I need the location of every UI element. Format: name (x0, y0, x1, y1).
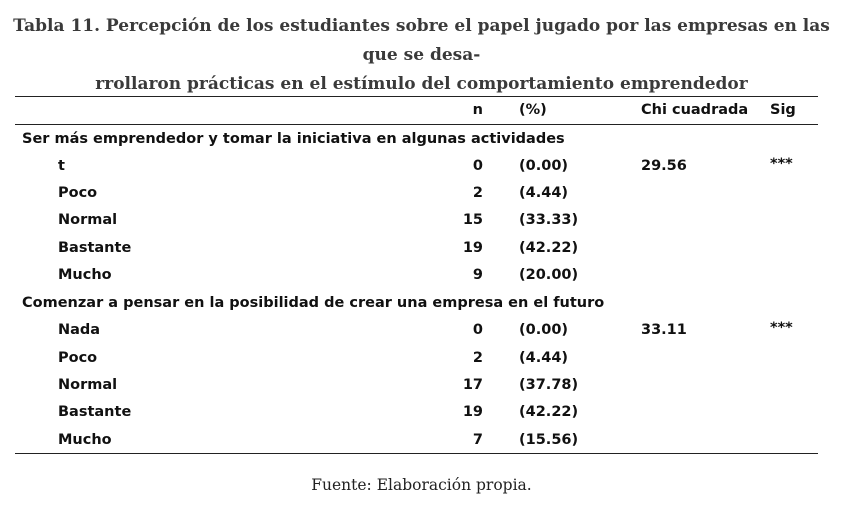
row-pct: (0.00) (519, 158, 569, 174)
row-label: Bastante (58, 404, 132, 420)
row-pct: (0.00) (519, 322, 569, 338)
table-caption-line-1: Tabla 11. Percepción de los estudiantes sobre el papel jugado por las empresas en las que se desa- (13, 16, 830, 65)
table-bottom-rule (15, 453, 818, 454)
row-n: 2 (472, 185, 483, 201)
row-n: 0 (472, 158, 483, 174)
row-pct: (37.78) (519, 377, 579, 393)
section-chi: 33.11 (641, 322, 687, 338)
row-pct: (33.33) (519, 212, 579, 228)
row-n: 19 (462, 404, 483, 420)
table-caption (0, 12, 843, 99)
row-n: 15 (462, 212, 483, 228)
source-note: Fuente: Elaboración propia. (311, 476, 532, 494)
row-n: 19 (462, 240, 483, 256)
header-pct: (%) (519, 102, 547, 118)
table-header-rule (15, 124, 818, 125)
row-pct: (20.00) (519, 267, 579, 283)
row-pct: (15.56) (519, 432, 579, 448)
row-label: Bastante (58, 240, 132, 256)
header-sig: Sig (770, 102, 796, 118)
section-sig: *** (770, 156, 793, 172)
row-label: Poco (58, 350, 98, 366)
table-caption-line-2: rrollaron prácticas en el estímulo del comportamiento emprendedor (95, 74, 748, 94)
row-n: 7 (472, 432, 483, 448)
row-label: t (58, 158, 65, 174)
header-n: n (472, 102, 483, 118)
section-sig: *** (770, 320, 793, 336)
section-chi: 29.56 (641, 158, 687, 174)
section-title: Comenzar a pensar en la posibilidad de crear una empresa en el futuro (22, 295, 605, 311)
row-pct: (4.44) (519, 185, 569, 201)
row-label: Nada (58, 322, 101, 338)
table-top-rule (15, 96, 818, 97)
row-pct: (42.22) (519, 404, 579, 420)
row-n: 9 (472, 267, 483, 283)
row-label: Mucho (58, 267, 112, 283)
row-label: Normal (58, 212, 118, 228)
header-chi: Chi cuadrada (641, 102, 749, 118)
row-label: Normal (58, 377, 118, 393)
row-pct: (4.44) (519, 350, 569, 366)
row-pct: (42.22) (519, 240, 579, 256)
section-title: Ser más emprendedor y tomar la iniciativa en algunas actividades (22, 131, 565, 147)
row-n: 17 (462, 377, 483, 393)
row-n: 0 (472, 322, 483, 338)
row-label: Poco (58, 185, 98, 201)
row-n: 2 (472, 350, 483, 366)
row-label: Mucho (58, 432, 112, 448)
